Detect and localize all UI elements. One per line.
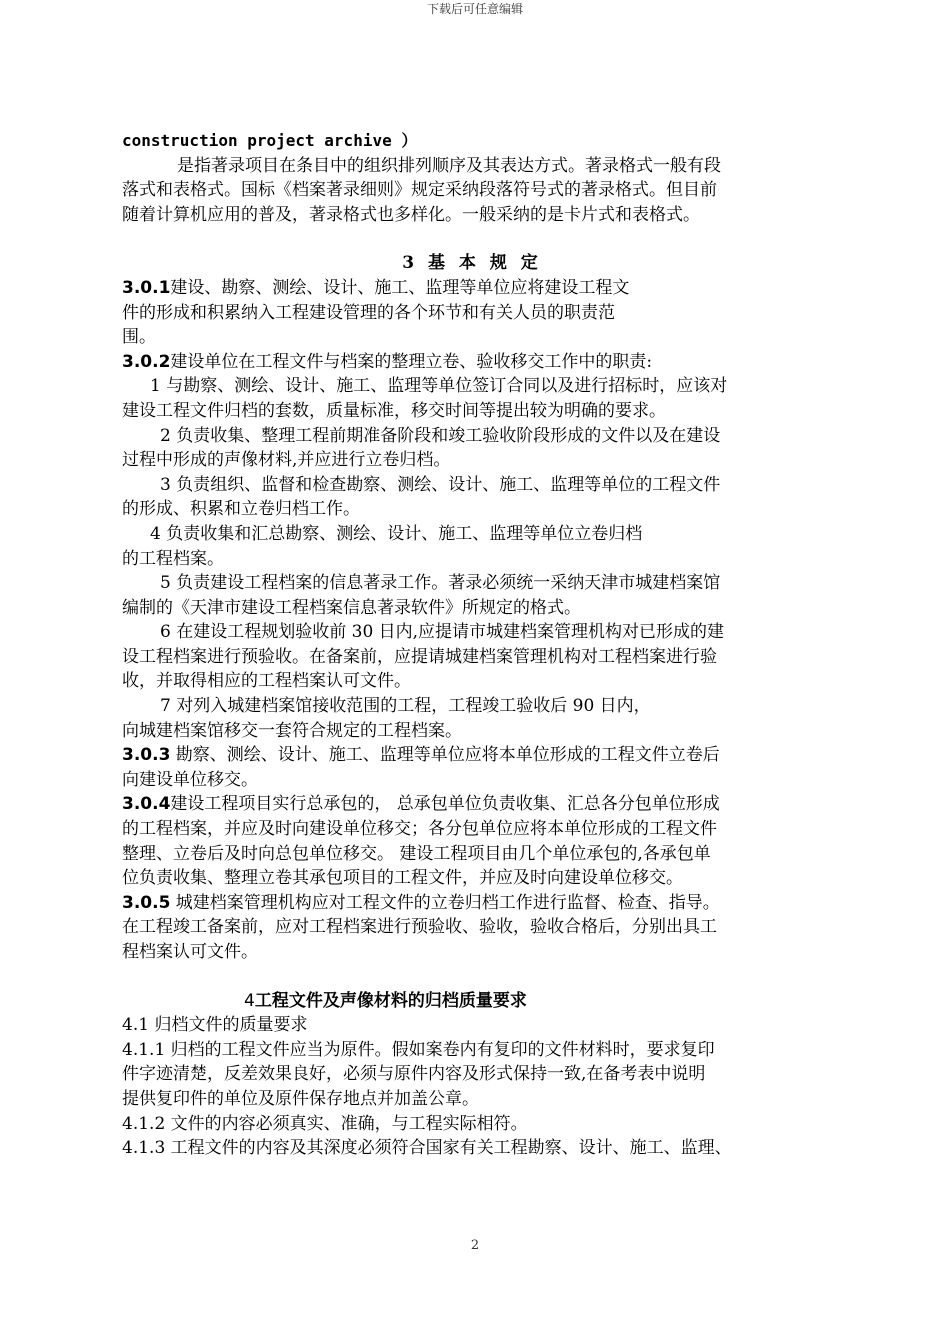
text-line: 城建档案管理机构应对工程文件的立卷归档工作进行监督、检查、指导。 — [170, 892, 720, 913]
section-number: 4 — [244, 990, 255, 1011]
text-line: 4.1.2 文件的内容必须真实、准确，与工程实际相符。 — [122, 1113, 528, 1134]
text-line: 4.1.1 归档的工程文件应当为原件。假如案卷内有复印的文件材料时，要求复印 — [122, 1039, 715, 1060]
text-line: 7 对列入城建档案馆接收范围的工程，工程竣工验收后 90 日内， — [160, 696, 651, 717]
subsection-title: 4.1 归档文件的质量要求 — [122, 1015, 308, 1036]
text-line: 2 负责收集、整理工程前期准备阶段和竣工验收阶段形成的文件以及在建设 — [160, 425, 721, 446]
text-line: 在工程竣工备案前，应对工程档案进行预验收、验收，验收合格后，分别出具工 — [122, 917, 717, 938]
text-line: 3 负责组织、监督和检查勘察、测绘、设计、施工、监理等单位的工程文件 — [160, 474, 721, 495]
article-line — [122, 792, 822, 817]
page-number: 2 — [470, 1238, 480, 1253]
text-line: 设工程档案进行预验收。在备案前，应提请城建档案管理机构对工程档案进行验 — [122, 646, 717, 667]
text-line: 向城建档案馆移交一套符合规定的工程档案。 — [122, 720, 462, 741]
text-line: 随着计算机应用的普及，著录格式也多样化。一般采纳的是卡片式和表格式。 — [122, 204, 700, 225]
text-line: 程档案认可文件。 — [122, 942, 258, 962]
section-title-text: 工程文件及声像材料的归档质量要求 — [254, 990, 527, 1011]
section-title — [122, 989, 822, 1014]
text-line: 件的形成和积累纳入工程建设管理的各个环节和有关人员的职责范 — [122, 302, 615, 323]
text-line: 整理、立卷后及时向总包单位移交。 建设工程项目由几个单位承包的,各承包单 — [122, 843, 711, 864]
text-line: construction project archive ） — [122, 131, 418, 150]
section-title: 3 基 本 规 定 — [402, 253, 542, 274]
text-line: 落式和表格式。国标《档案著录细则》规定采纳段落符号式的著录格式。但目前 — [122, 180, 717, 201]
article-line — [122, 743, 822, 768]
text-line: 提供复印件的单位及原件保存地点并加盖公章。 — [122, 1088, 479, 1109]
text-line: 编制的《天津市建设工程档案信息著录软件》所规定的格式。 — [122, 597, 581, 618]
text-line: 位负责收集、整理立卷其承包项目的工程文件，并应及时向建设单位移交。 — [122, 868, 683, 889]
article-line — [122, 276, 822, 301]
article-number: 3.0.4 — [122, 794, 171, 815]
text-line: 1 与勘察、测绘、设计、施工、监理等单位签订合同以及进行招标时，应该对 — [150, 376, 728, 397]
text-line: 围。 — [122, 327, 156, 348]
article-number: 3.0.2 — [122, 351, 171, 372]
text-line: 4.1.3 工程文件的内容及其深度必须符合国家有关工程勘察、设计、施工、监理、 — [122, 1138, 732, 1159]
text-line: 是指著录项目在条目中的组织排列顺序及其表达方式。著录格式一般有段 — [177, 155, 721, 176]
article-number: 3.0.5 — [122, 892, 171, 913]
text-line: 建设、勘察、测绘、设计、施工、监理等单位应将建设工程文 — [170, 277, 630, 298]
article-number: 3.0.1 — [122, 277, 171, 298]
text-line: 件字迹清楚，反差效果良好，必须与原件内容及形式保持一致,在备考表中说明 — [122, 1064, 706, 1085]
article-number: 3.0.3 — [122, 745, 171, 766]
document-body — [122, 129, 822, 1161]
text-line: 建设工程文件归档的套数，质量标准，移交时间等提出较为明确的要求。 — [122, 400, 666, 421]
text-line: 5 负责建设工程档案的信息著录工作。著录必须统一采纳天津市城建档案馆 — [160, 573, 721, 594]
text-line: 的工程档案。 — [122, 548, 224, 569]
text-line: 的工程档案，并应及时向建设单位移交；各分包单位应将本单位形成的工程文件 — [122, 819, 717, 840]
text-line: 过程中形成的声像材料,并应进行立卷归档。 — [122, 450, 451, 471]
text-line: 勘察、测绘、设计、施工、监理等单位应将本单位形成的工程文件立卷后 — [170, 745, 720, 766]
text-line: 建设单位在工程文件与档案的整理立卷、验收移交工作中的职责: — [170, 351, 653, 372]
text-line: 4 负责收集和汇总勘察、测绘、设计、施工、监理等单位立卷归档 — [150, 523, 643, 544]
page-header: 下载后可任意编辑 — [426, 2, 523, 16]
text-line: 收，并取得相应的工程档案认可文件。 — [122, 671, 411, 692]
text-line: 建设工程项目实行总承包的， 总承包单位负责收集、汇总各分包单位形成 — [170, 794, 720, 815]
article-line — [122, 891, 822, 916]
text-line: 6 在建设工程规划验收前 30 日内,应提请市城建档案管理机构对已形成的建 — [160, 622, 725, 643]
text-line: 向建设单位移交。 — [122, 769, 258, 790]
text-line: 的形成、积累和立卷归档工作。 — [122, 499, 360, 520]
article-line — [122, 350, 822, 375]
